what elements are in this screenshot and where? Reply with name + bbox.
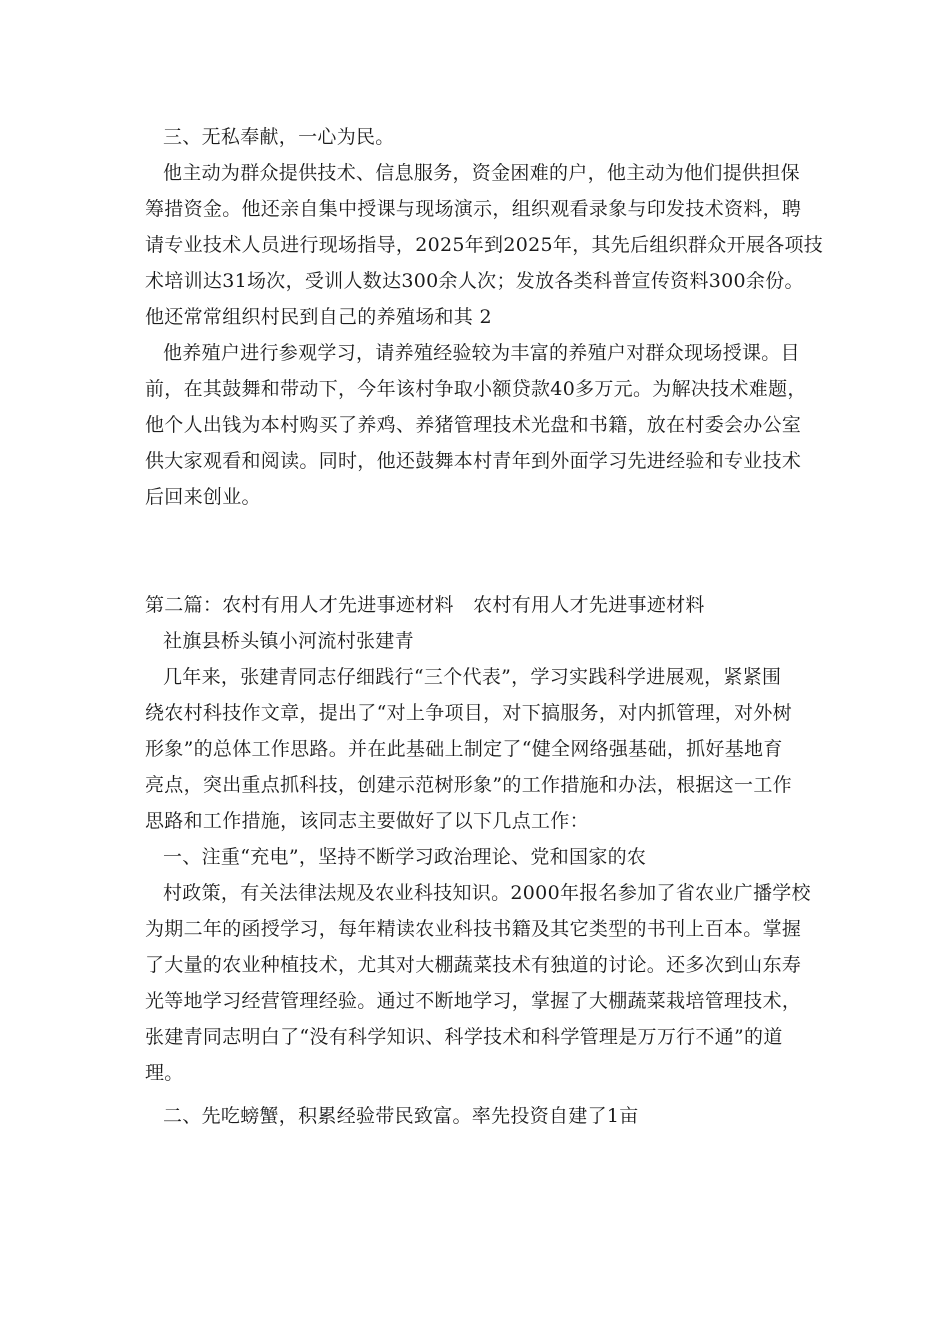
paragraph-line: 他还常常组织村民到自己的养殖场和其 2 bbox=[145, 306, 492, 328]
paragraph-line: 理。 bbox=[145, 1062, 184, 1084]
paragraph-line: 为期二年的函授学习，每年精读农业科技书籍及其它类型的书刊上百本。掌握 bbox=[145, 918, 802, 940]
chapter-title: 第二篇：农村有用人才先进事迹材料 农村有用人才先进事迹材料 bbox=[145, 594, 705, 616]
paragraph-line: 供大家观看和阅读。同时，他还鼓舞本村青年到外面学习先进经验和专业技术 bbox=[145, 450, 802, 472]
paragraph-line: 术培训达31场次，受训人数达300余人次；发放各类科普宣传资料300余份。 bbox=[145, 270, 804, 292]
paragraph-line: 一、注重“充电”，坚持不断学习政治理论、党和国家的农 bbox=[163, 846, 647, 868]
paragraph-line: 他个人出钱为本村购买了养鸡、养猪管理技术光盘和书籍，放在村委会办公室 bbox=[145, 414, 802, 436]
paragraph-line: 后回来创业。 bbox=[145, 486, 261, 508]
paragraph-line: 张建青同志明白了“没有科学知识、科学技术和科学管理是万万行不通”的道 bbox=[145, 1026, 783, 1048]
paragraph-line: 前，在其鼓舞和带动下，今年该村争取小额贷款40多万元。为解决技术难题， bbox=[145, 378, 807, 400]
paragraph-line: 他养殖户进行参观学习，请养殖经验较为丰富的养殖户对群众现场授课。目 bbox=[163, 342, 800, 364]
paragraph-line: 二、先吃螃蟹，积累经验带民致富。率先投资自建了1亩 bbox=[163, 1105, 639, 1127]
author-line: 社旗县桥头镇小河流村张建青 bbox=[163, 630, 414, 652]
paragraph-line: 村政策，有关法律法规及农业科技知识。2000年报名参加了省农业广播学校 bbox=[163, 882, 811, 904]
paragraph-line: 亮点，突出重点抓科技，创建示范树形象”的工作措施和办法，根据这一工作 bbox=[145, 774, 792, 796]
paragraph-line: 筹措资金。他还亲自集中授课与现场演示，组织观看录象与印发技术资料，聘 bbox=[145, 198, 802, 220]
paragraph-line: 光等地学习经营管理经验。通过不断地学习，掌握了大棚蔬菜栽培管理技术， bbox=[145, 990, 802, 1012]
paragraph-line: 绕农村科技作文章，提出了“对上争项目，对下搞服务，对内抓管理，对外树 bbox=[145, 702, 792, 724]
paragraph-line: 形象”的总体工作思路。并在此基础上制定了“健全网络强基础，抓好基地育 bbox=[145, 738, 783, 760]
paragraph-line: 他主动为群众提供技术、信息服务，资金困难的户，他主动为他们提供担保 bbox=[163, 162, 800, 184]
section-heading: 三、无私奉献，一心为民。 bbox=[163, 126, 395, 148]
paragraph-line: 思路和工作措施，该同志主要做好了以下几点工作： bbox=[145, 810, 589, 832]
paragraph-line: 几年来，张建青同志仔细践行“三个代表”，学习实践科学进展观，紧紧围 bbox=[163, 666, 782, 688]
paragraph-line: 了大量的农业种植技术，尤其对大棚蔬菜技术有独道的讨论。还多次到山东寿 bbox=[145, 954, 802, 976]
paragraph-line: 请专业技术人员进行现场指导，2025年到2025年，其先后组织群众开展各项技 bbox=[145, 234, 824, 256]
